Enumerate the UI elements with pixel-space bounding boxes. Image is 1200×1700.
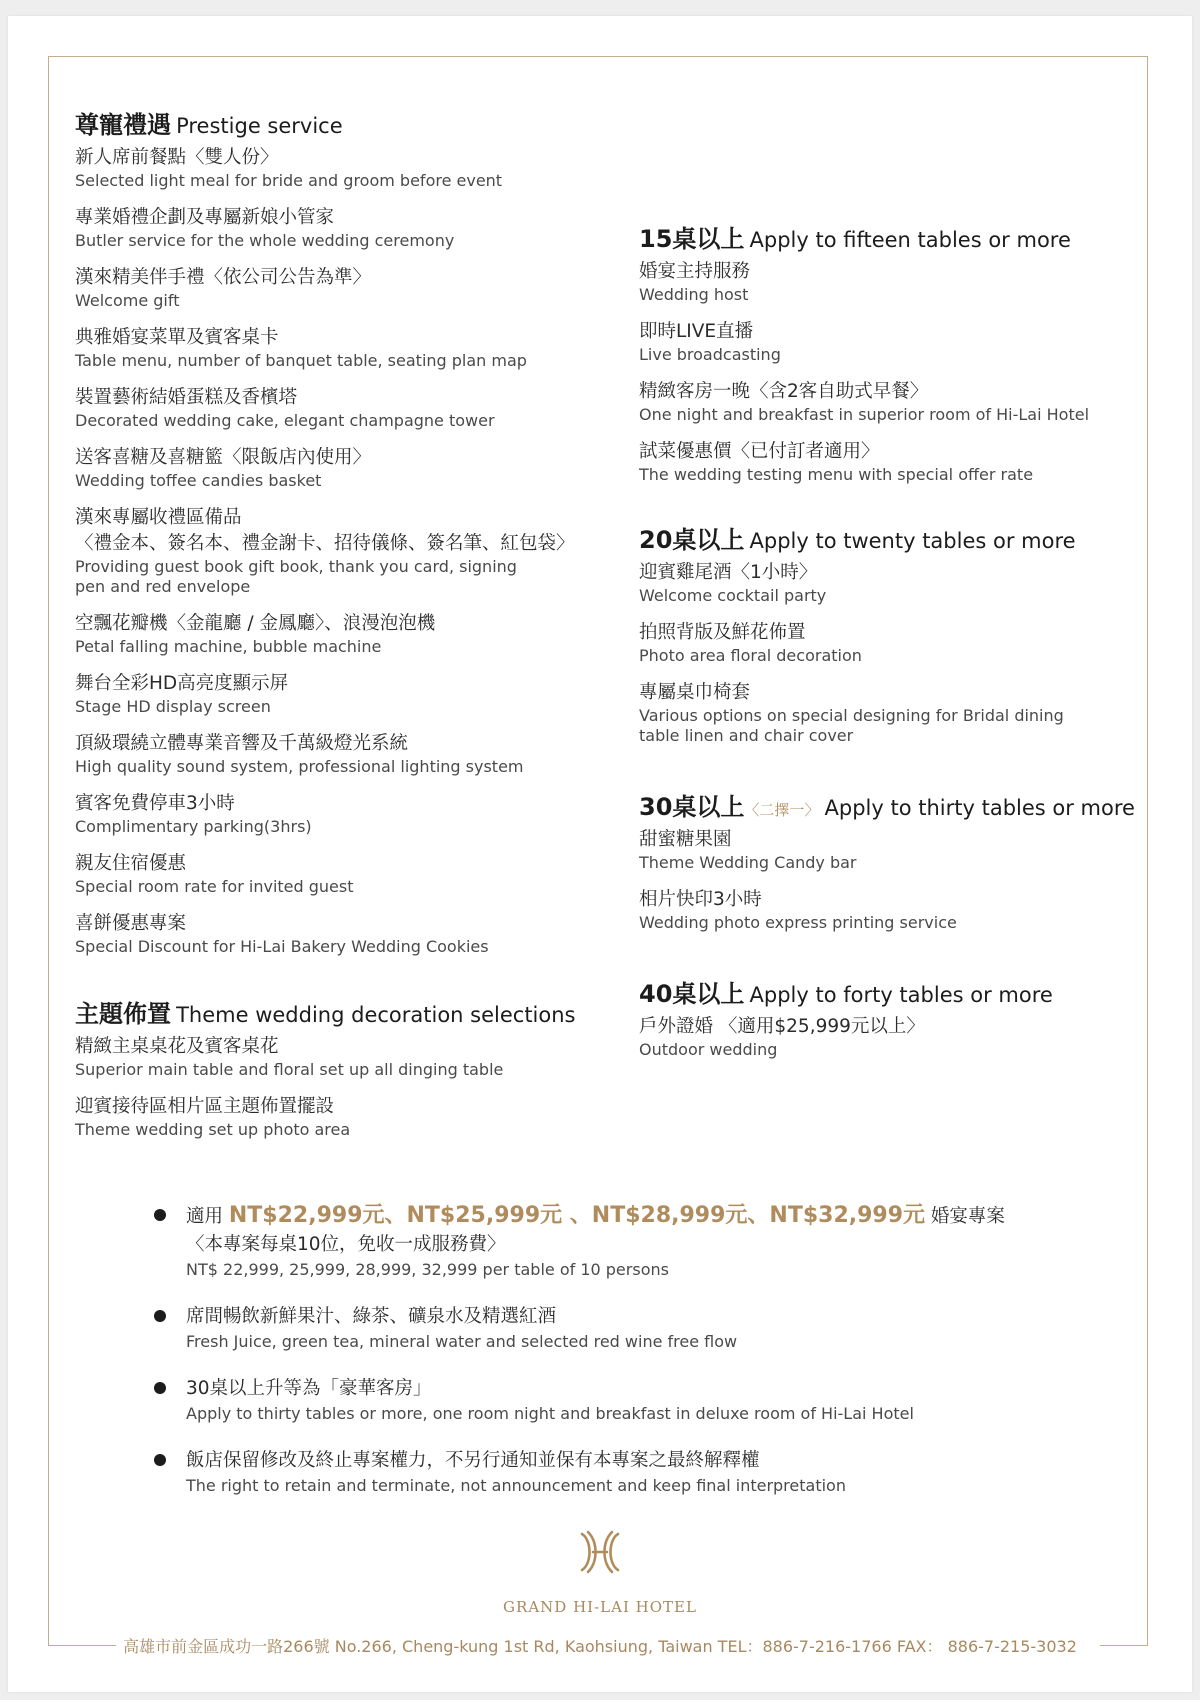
theme-title: 主題佈置 Theme wedding decoration selections bbox=[75, 1000, 576, 1028]
list-item: 空飄花瓣機〈金龍廳 / 金鳳廳〉、浪漫泡泡機 Petal falling machine, bubble machine bbox=[75, 613, 436, 656]
list-item: 典雅婚宴菜單及賓客桌卡 Table menu, number of banquet table, seating plan map bbox=[75, 327, 527, 370]
prestige-section bbox=[75, 108, 635, 957]
terms-list bbox=[150, 1202, 1130, 1519]
tier-15-title: 15桌以上 Apply to fifteen tables or more bbox=[639, 225, 1071, 253]
tier-15-section bbox=[639, 222, 1159, 485]
list-item: 30桌以上升等為「豪華客房」 Apply to thirty tables or more, one room night and breakfast in deluxe room of Hi-Lai Hotel bbox=[150, 1375, 1130, 1425]
list-item: 婚宴主持服務 Wedding host bbox=[639, 261, 751, 304]
bullet-icon bbox=[154, 1310, 166, 1322]
address-footer: 高雄市前金區成功一路266號 No.266, Cheng-kung 1st Rd, Kaohsiung, Taiwan TEL：886-7-216-1766 FAX： 886-7-215-3032 bbox=[123, 1637, 1077, 1656]
list-item: 送客喜糖及喜糖籃〈限飯店內使用〉 Wedding toffee candies basket bbox=[75, 447, 372, 490]
bullet-icon bbox=[154, 1382, 166, 1394]
brand-logo bbox=[500, 1530, 700, 1616]
list-item: 精緻客房一晚〈含2客自助式早餐〉 One night and breakfast in superior room of Hi-Lai Hotel bbox=[639, 381, 1090, 424]
list-item: 專業婚禮企劃及專屬新娘小管家 Butler service for the whole wedding ceremony bbox=[75, 207, 455, 250]
list-item: 精緻主桌桌花及賓客桌花 Superior main table and floral set up all dinging table bbox=[75, 1036, 504, 1079]
list-item: 適用 NT$22,999元、NT$25,999元 、NT$28,999元、NT$32,999元 婚宴專案 〈本專案每桌10位，免收一成服務費〉 NT$ 22,999, 25,999, 28,999, 32,999 per table of 10 persons bbox=[150, 1202, 1130, 1281]
list-item: 舞台全彩HD高亮度顯示屏 Stage HD display screen bbox=[75, 673, 289, 716]
tier-30-title: 30桌以上〈二擇一〉 Apply to thirty tables or more bbox=[639, 793, 1135, 821]
list-item: 漢來精美伴手禮〈依公司公告為準〉 Welcome gift bbox=[75, 267, 372, 310]
list-item: 即時LIVE直播 Live broadcasting bbox=[639, 321, 781, 364]
prestige-title: 尊寵禮遇 Prestige service bbox=[75, 111, 343, 139]
list-item: 甜蜜糖果園 Theme Wedding Candy bar bbox=[639, 829, 857, 872]
brand-name: GRAND HI-LAI HOTEL bbox=[503, 1598, 697, 1616]
theme-section bbox=[75, 997, 635, 1140]
list-item: 戶外證婚 〈適用$25,999元以上〉 Outdoor wedding bbox=[639, 1016, 925, 1059]
list-item: 迎賓接待區相片區主題佈置擺設 Theme wedding set up photo area bbox=[75, 1096, 351, 1139]
list-item: 頂級環繞立體專業音響及千萬級燈光系統 High quality sound system, professional lighting system bbox=[75, 733, 524, 776]
bullet-icon bbox=[154, 1454, 166, 1466]
list-item: 席間暢飲新鮮果汁、綠茶、礦泉水及精選紅酒 Fresh Juice, green tea, mineral water and selected red wine free flow bbox=[150, 1303, 1130, 1353]
left-column bbox=[75, 108, 635, 1154]
list-item: 新人席前餐點〈雙人份〉 Selected light meal for bride and groom before event bbox=[75, 147, 503, 190]
list-item: 裝置藝術結婚蛋糕及香檳塔 Decorated wedding cake, elegant champagne tower bbox=[75, 387, 495, 430]
list-item: 相片快印3小時 Wedding photo express printing service bbox=[639, 889, 957, 932]
hi-lai-logo-icon bbox=[576, 1530, 624, 1574]
list-item: 漢來專屬收禮區備品 〈禮金本、簽名本、禮金謝卡、招待儀條、簽名筆、紅包袋〉 Providing guest book gift book, thank you card, signing pen and red envelope bbox=[75, 507, 575, 596]
list-item: 飯店保留修改及終止專案權力，不另行通知並保有本專案之最終解釋權 The right to retain and terminate, not announcement and keep final interpretation bbox=[150, 1447, 1130, 1497]
tier-20-title: 20桌以上 Apply to twenty tables or more bbox=[639, 526, 1076, 554]
tier-40-section bbox=[639, 977, 1159, 1060]
list-item: 專屬桌巾椅套 Various options on special designing for Bridal dining table linen and chair cover bbox=[639, 682, 1064, 745]
tier-30-section bbox=[639, 790, 1159, 933]
list-item: 親友住宿優惠 Special room rate for invited guest bbox=[75, 853, 354, 896]
right-column bbox=[639, 222, 1159, 1074]
tier-20-section bbox=[639, 523, 1159, 746]
list-item: 試菜優惠價〈已付訂者適用〉 The wedding testing menu with special offer rate bbox=[639, 441, 1034, 484]
tier-40-title: 40桌以上 Apply to forty tables or more bbox=[639, 980, 1053, 1008]
list-item: 迎賓雞尾酒〈1小時〉 Welcome cocktail party bbox=[639, 562, 827, 605]
list-item: 喜餅優惠專案 Special Discount for Hi-Lai Bakery Wedding Cookies bbox=[75, 913, 489, 956]
list-item: 拍照背版及鮮花佈置 Photo area floral decoration bbox=[639, 622, 862, 665]
price-list: NT$22,999元、NT$25,999元 、NT$28,999元、NT$32,999元 bbox=[228, 1203, 926, 1228]
bullet-icon bbox=[154, 1209, 166, 1221]
list-item: 賓客免費停車3小時 Complimentary parking(3hrs) bbox=[75, 793, 312, 836]
